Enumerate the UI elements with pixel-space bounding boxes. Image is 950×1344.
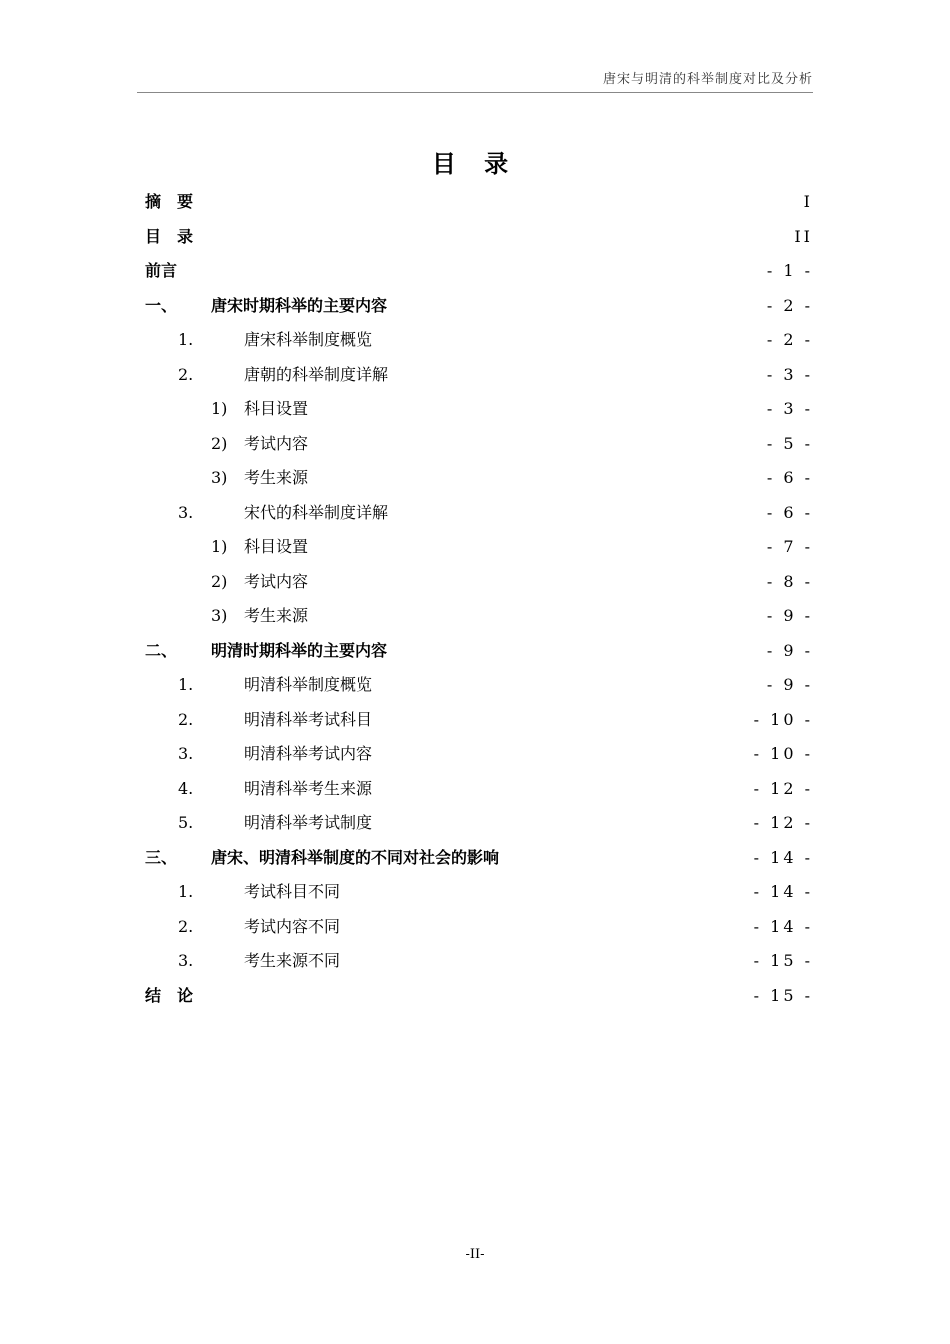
toc-entry-page: - 3 - <box>766 399 813 418</box>
toc-entry-subsection[interactable] <box>145 427 813 462</box>
toc-entry-number: 1. <box>178 675 194 694</box>
toc-entry-label: 明清科举考生来源 <box>244 778 373 798</box>
toc-entry-page: - 14 - <box>753 882 813 901</box>
toc-entry-page: I <box>803 192 813 211</box>
toc-entry-section[interactable] <box>145 668 813 703</box>
toc-entry-label: 考生来源不同 <box>244 951 341 970</box>
toc-entry-preface[interactable] <box>145 254 813 289</box>
toc-entry-section[interactable] <box>145 875 813 910</box>
toc-entry-page: - 12 - <box>753 778 813 798</box>
toc-entry-section[interactable] <box>145 703 813 738</box>
toc-entry-number: 3. <box>178 744 194 763</box>
toc-entry-section[interactable] <box>145 358 813 393</box>
toc-entry-chapter-2[interactable] <box>145 634 813 669</box>
toc-entry-contents[interactable] <box>145 220 813 255</box>
toc-entry-page: - 2 - <box>766 330 813 349</box>
toc-entry-subsection[interactable] <box>145 530 813 565</box>
toc-entry-label: 明清科举制度概览 <box>244 675 373 694</box>
header-rule <box>137 92 813 93</box>
toc-entry-page: - 10 - <box>753 744 813 763</box>
toc-entry-label: 考生来源 <box>244 468 309 487</box>
toc-entry-page: - 2 - <box>766 295 813 315</box>
toc-entry-number: 一、 <box>145 295 178 315</box>
toc-entry-page: - 6 - <box>766 502 813 522</box>
toc-entry-abstract[interactable] <box>145 185 813 220</box>
toc-entry-label: 唐宋、明清科举制度的不同对社会的影响 <box>211 847 500 867</box>
toc-entry-label: 唐朝的科举制度详解 <box>244 364 389 384</box>
toc-entry-number: 3. <box>178 951 194 970</box>
toc-entry-number: 3. <box>178 502 194 522</box>
toc-entry-page: - 1 - <box>766 261 813 280</box>
toc-entry-label: 考试内容不同 <box>244 916 341 936</box>
toc-entry-label: 明清时期科举的主要内容 <box>211 640 388 660</box>
toc-entry-label: 明清科举考试科目 <box>244 709 373 729</box>
toc-entry-page: - 15 - <box>753 951 813 970</box>
toc-entry-label: 考生来源 <box>244 606 309 625</box>
toc-entry-label: 明清科举考试内容 <box>244 744 373 763</box>
toc-entry-conclusion[interactable] <box>145 979 813 1014</box>
toc-entry-section[interactable] <box>145 737 813 772</box>
toc-entry-label: 结论 <box>145 985 210 1005</box>
toc-entry-label: 唐宋时期科举的主要内容 <box>211 295 388 315</box>
toc-entry-label: 宋代的科举制度详解 <box>244 502 389 522</box>
toc-entry-section[interactable] <box>145 806 813 841</box>
toc-entry-chapter-3[interactable] <box>145 841 813 876</box>
page-number: -II- <box>465 1247 485 1262</box>
toc-entry-page: - 14 - <box>753 847 813 867</box>
toc-entry-page: - 9 - <box>766 640 813 660</box>
toc-entry-number: 二、 <box>145 640 178 660</box>
toc-entry-page: - 9 - <box>766 606 813 625</box>
toc-entry-page: - 3 - <box>766 364 813 384</box>
toc-entry-page: - 5 - <box>766 433 813 453</box>
toc-entry-number: 2. <box>178 916 194 936</box>
toc-entry-section[interactable] <box>145 323 813 358</box>
toc-entry-subsection[interactable] <box>145 461 813 496</box>
toc-entry-number: 2) <box>211 433 228 453</box>
toc-entry-label: 考试内容 <box>244 571 309 591</box>
toc-entry-page: II <box>794 226 813 246</box>
toc-entry-number: 2) <box>211 571 228 591</box>
toc-entry-page: - 6 - <box>766 468 813 487</box>
toc-entry-subsection[interactable] <box>145 599 813 634</box>
toc-entry-page: - 10 - <box>753 709 813 729</box>
toc-entry-chapter-1[interactable] <box>145 289 813 324</box>
toc-entry-label: 明清科举考试制度 <box>244 813 373 832</box>
toc-entry-page: - 14 - <box>753 916 813 936</box>
toc-entry-number: 三、 <box>145 847 178 867</box>
toc-entry-section[interactable] <box>145 910 813 945</box>
toc-entry-subsection[interactable] <box>145 392 813 427</box>
toc-entry-page: - 12 - <box>753 813 813 832</box>
toc-entry-label: 摘要 <box>145 192 210 211</box>
toc-entry-page: - 9 - <box>766 675 813 694</box>
toc-entry-section[interactable] <box>145 772 813 807</box>
toc-entry-number: 5. <box>178 813 194 832</box>
toc-entry-page: - 7 - <box>766 537 813 556</box>
toc-entry-page: - 8 - <box>766 571 813 591</box>
toc-entry-section[interactable] <box>145 944 813 979</box>
running-header: 唐宋与明清的科举制度对比及分析 <box>602 72 813 87</box>
toc-entry-number: 2. <box>178 364 194 384</box>
toc-entry-label: 考试科目不同 <box>244 882 341 901</box>
toc-entry-section[interactable] <box>145 496 813 531</box>
toc-entry-label: 目录 <box>145 226 210 246</box>
toc-entry-page: - 15 - <box>753 985 813 1005</box>
toc-entry-number: 3) <box>211 468 228 487</box>
table-of-contents <box>145 185 813 1013</box>
toc-title: 目 录 <box>431 150 519 178</box>
toc-entry-number: 2. <box>178 709 194 729</box>
toc-entry-label: 考试内容 <box>244 433 309 453</box>
toc-entry-number: 1. <box>178 330 194 349</box>
toc-entry-label: 科目设置 <box>244 537 309 556</box>
toc-entry-number: 3) <box>211 606 228 625</box>
toc-entry-number: 1. <box>178 882 194 901</box>
toc-entry-label: 唐宋科举制度概览 <box>244 330 373 349</box>
toc-entry-number: 4. <box>178 778 194 798</box>
toc-entry-label: 科目设置 <box>244 399 309 418</box>
toc-entry-number: 1) <box>211 537 228 556</box>
toc-entry-label: 前言 <box>145 261 178 280</box>
toc-entry-subsection[interactable] <box>145 565 813 600</box>
toc-entry-number: 1) <box>211 399 228 418</box>
